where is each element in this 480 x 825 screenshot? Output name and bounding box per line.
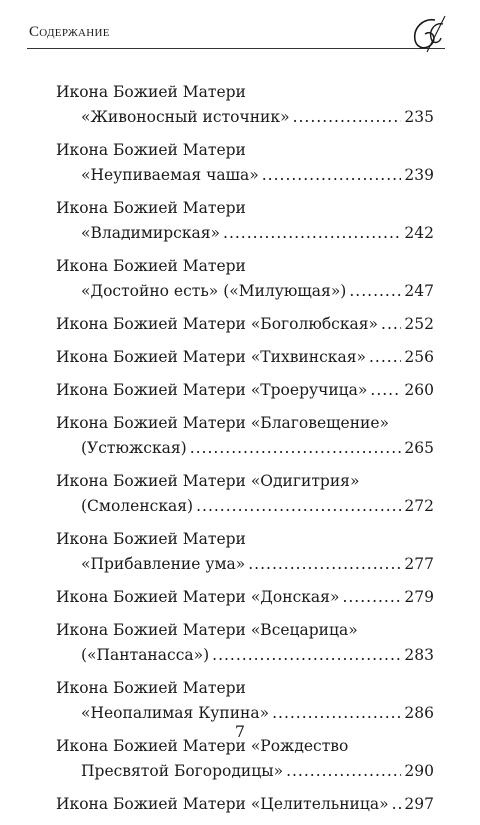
toc-entry-line [56, 552, 434, 577]
toc-entry-page: 277 [404, 555, 434, 573]
dot-leader [370, 378, 401, 403]
toc-entry-title: Икона Божией Матери «Одигитрия» [56, 472, 360, 490]
dot-leader [286, 759, 401, 784]
toc-entry-title: Икона Божией Матери «Благовещение» [56, 414, 390, 432]
ornament-icon [405, 14, 449, 54]
toc-entry-title: Икона Божией Матери «Тихвинская» [56, 348, 366, 366]
toc-entry-line [56, 585, 434, 610]
toc-entry-line [56, 436, 434, 461]
toc-entry-page: 290 [404, 762, 434, 780]
toc-entry-line [56, 138, 434, 163]
toc-entry-line [56, 494, 434, 519]
toc-entry-title: «Прибавление ума» [81, 555, 246, 573]
toc-entry-line [56, 254, 434, 279]
toc-entry [56, 411, 434, 461]
toc-entry-title: «Неупиваемая чаша» [81, 166, 259, 184]
toc-entry-title: Пресвятой Богородицы» [81, 762, 284, 780]
toc-entry-line [56, 643, 434, 668]
toc-entry [56, 469, 434, 519]
dot-leader [342, 585, 401, 610]
toc-entry-title: «Владимирская» [81, 224, 221, 242]
toc-entry-line [56, 80, 434, 105]
toc-entry [56, 196, 434, 246]
toc-entry [56, 527, 434, 577]
toc-entry-page: 260 [404, 381, 434, 399]
toc-entry [56, 585, 434, 610]
dot-leader [196, 494, 401, 519]
toc-entry [56, 138, 434, 188]
toc-entry-page: 279 [404, 588, 434, 606]
toc-entry-line [56, 196, 434, 221]
toc-entry [56, 345, 434, 370]
toc-entry-title: Икона Божией Матери [56, 679, 246, 697]
toc-entry-title: Икона Божией Матери «Целительница» [56, 795, 389, 813]
toc-entry-title: (Устюжская) [81, 439, 187, 457]
toc-entry-line [56, 105, 434, 130]
toc-entry-line [56, 378, 434, 403]
dot-leader [349, 279, 401, 304]
toc-entry-page: 265 [404, 439, 434, 457]
toc-entry-page: 256 [404, 348, 434, 366]
header-title: Содержание [29, 24, 110, 40]
toc-entry-line [56, 312, 434, 337]
table-of-contents [56, 80, 434, 825]
dot-leader [381, 312, 401, 337]
toc-entry-title: Икона Божией Матери [56, 257, 246, 275]
toc-entry-page: 297 [404, 795, 434, 813]
toc-entry-title: «Живоносный источник» [81, 108, 290, 126]
toc-entry [56, 618, 434, 668]
toc-entry-line [56, 279, 434, 304]
toc-entry-title: (Смоленская) [81, 497, 194, 515]
toc-entry-line [56, 411, 434, 436]
toc-entry-title: Икона Божией Матери «Троеручица» [56, 381, 368, 399]
dot-leader [212, 643, 401, 668]
toc-entry-page: 235 [404, 108, 434, 126]
toc-entry [56, 254, 434, 304]
toc-entry-line [56, 759, 434, 784]
toc-entry-page: 239 [404, 166, 434, 184]
toc-entry [56, 312, 434, 337]
toc-entry-line [56, 676, 434, 701]
toc-entry [56, 80, 434, 130]
dot-leader [392, 792, 402, 817]
running-header [27, 18, 445, 49]
toc-entry-line [56, 163, 434, 188]
toc-entry [56, 734, 434, 784]
toc-entry-title: Икона Божией Матери [56, 199, 246, 217]
toc-entry-page: 283 [404, 646, 434, 664]
toc-entry-line [56, 345, 434, 370]
toc-entry-line [56, 527, 434, 552]
toc-entry-line [56, 792, 434, 817]
toc-entry-title: Икона Божией Матери «Рождество [56, 737, 349, 755]
toc-entry-title: «Неопалимая Купина» [81, 704, 270, 722]
toc-entry-page: 247 [404, 282, 434, 300]
toc-entry-page: 252 [404, 315, 434, 333]
dot-leader [223, 221, 401, 246]
toc-entry-title: Икона Божией Матери «Всецарица» [56, 621, 358, 639]
dot-leader [190, 436, 402, 461]
dot-leader [369, 345, 401, 370]
toc-entry-title: Икона Божией Матери [56, 141, 246, 159]
toc-entry-title: «Достойно есть» («Милующая») [81, 282, 347, 300]
toc-entry-title: Икона Божией Матери [56, 530, 246, 548]
toc-entry-line [56, 469, 434, 494]
toc-entry-line [56, 618, 434, 643]
dot-leader [262, 163, 402, 188]
toc-entry-page: 286 [404, 704, 434, 722]
dot-leader [293, 105, 402, 130]
toc-entry-title: Икона Божией Матери «Боголюбская» [56, 315, 379, 333]
dot-leader [248, 552, 401, 577]
toc-entry [56, 676, 434, 726]
toc-entry-page: 242 [404, 224, 434, 242]
toc-entry-line [56, 221, 434, 246]
toc-entry-title: Икона Божией Матери «Донская» [56, 588, 340, 606]
toc-entry-page: 272 [404, 497, 434, 515]
page-number: 7 [234, 722, 246, 741]
toc-entry-title: Икона Божией Матери [56, 83, 246, 101]
toc-entry [56, 792, 434, 817]
toc-entry-title: («Пантанасса») [81, 646, 210, 664]
toc-entry [56, 378, 434, 403]
